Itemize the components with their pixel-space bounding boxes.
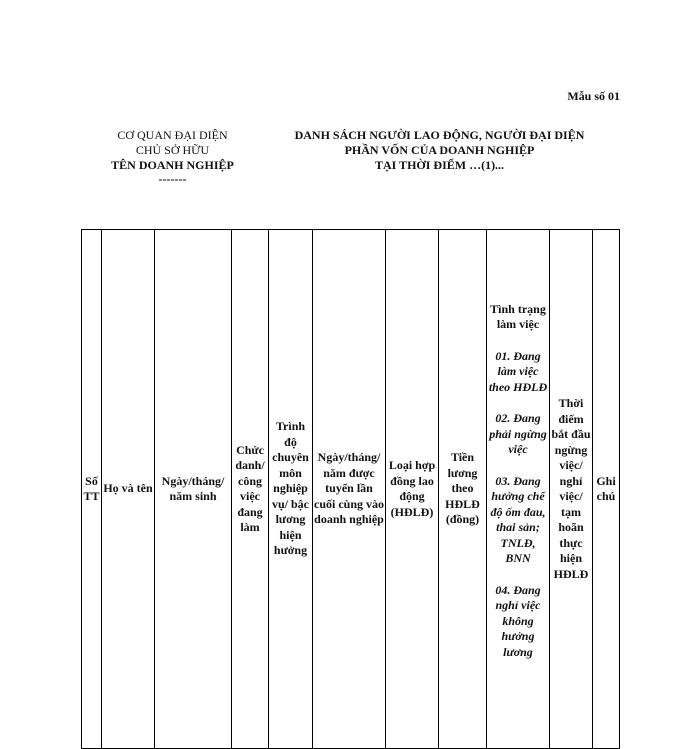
col-header-contract-type: Loại hợp đồng lao động (HĐLĐ) <box>386 230 439 749</box>
document-title <box>262 128 617 173</box>
agency-line-1: CƠ QUAN ĐẠI DIỆN <box>117 128 228 142</box>
status-option-04: 04. Đang nghỉ việc không hưởng lương <box>495 582 541 659</box>
status-header-label: Tình trạng làm việc <box>490 301 546 332</box>
agency-line-2: CHỦ SỞ HỮU <box>135 143 210 157</box>
employee-list-table <box>81 229 620 749</box>
table-header-row <box>82 230 620 749</box>
status-option-02: 02. Đang phải ngừng việc <box>489 411 547 457</box>
col-header-qualification: Trình độ chuyên môn nghiệp vụ/ bậc lương hiện hưởng <box>269 230 313 749</box>
title-line-3: TẠI THỜI ĐIỂM …(1)... <box>374 158 505 172</box>
col-header-salary: Tiền lương theo HĐLĐ (đồng) <box>439 230 487 749</box>
col-header-stt: Số TT <box>82 230 102 749</box>
col-header-dob: Ngày/tháng/ năm sinh <box>155 230 232 749</box>
col-header-status <box>487 230 550 749</box>
title-line-2: PHẦN VỐN CỦA DOANH NGHIỆP <box>344 143 535 157</box>
title-line-1: DANH SÁCH NGƯỜI LAO ĐỘNG, NGƯỜI ĐẠI DIỆN <box>294 128 585 142</box>
enterprise-name: TÊN DOANH NGHIỆP <box>111 158 234 172</box>
form-number: Mẫu số 01 <box>567 89 620 103</box>
status-option-01: 01. Đang làm việc theo HĐLĐ <box>488 348 548 394</box>
col-header-stop-time: Thời điểm bắt đầu ngừng việc/ nghỉ việc/ tạm hoãn thực hiện HĐLĐ <box>550 230 593 749</box>
col-header-hire-date: Ngày/tháng/ năm được tuyển lần cuối cùng vào doanh nghiệp <box>313 230 386 749</box>
col-header-position: Chức danh/ công việc đang làm <box>232 230 269 749</box>
col-header-name: Họ và tên <box>102 230 155 749</box>
agency-header <box>90 128 255 185</box>
col-header-notes: Ghi chú <box>593 230 620 749</box>
header-divider: ------- <box>158 172 187 186</box>
status-option-03: 03. Đang hưởng chế độ ốm đau, thai sản; TNLĐ, BNN <box>490 473 546 566</box>
